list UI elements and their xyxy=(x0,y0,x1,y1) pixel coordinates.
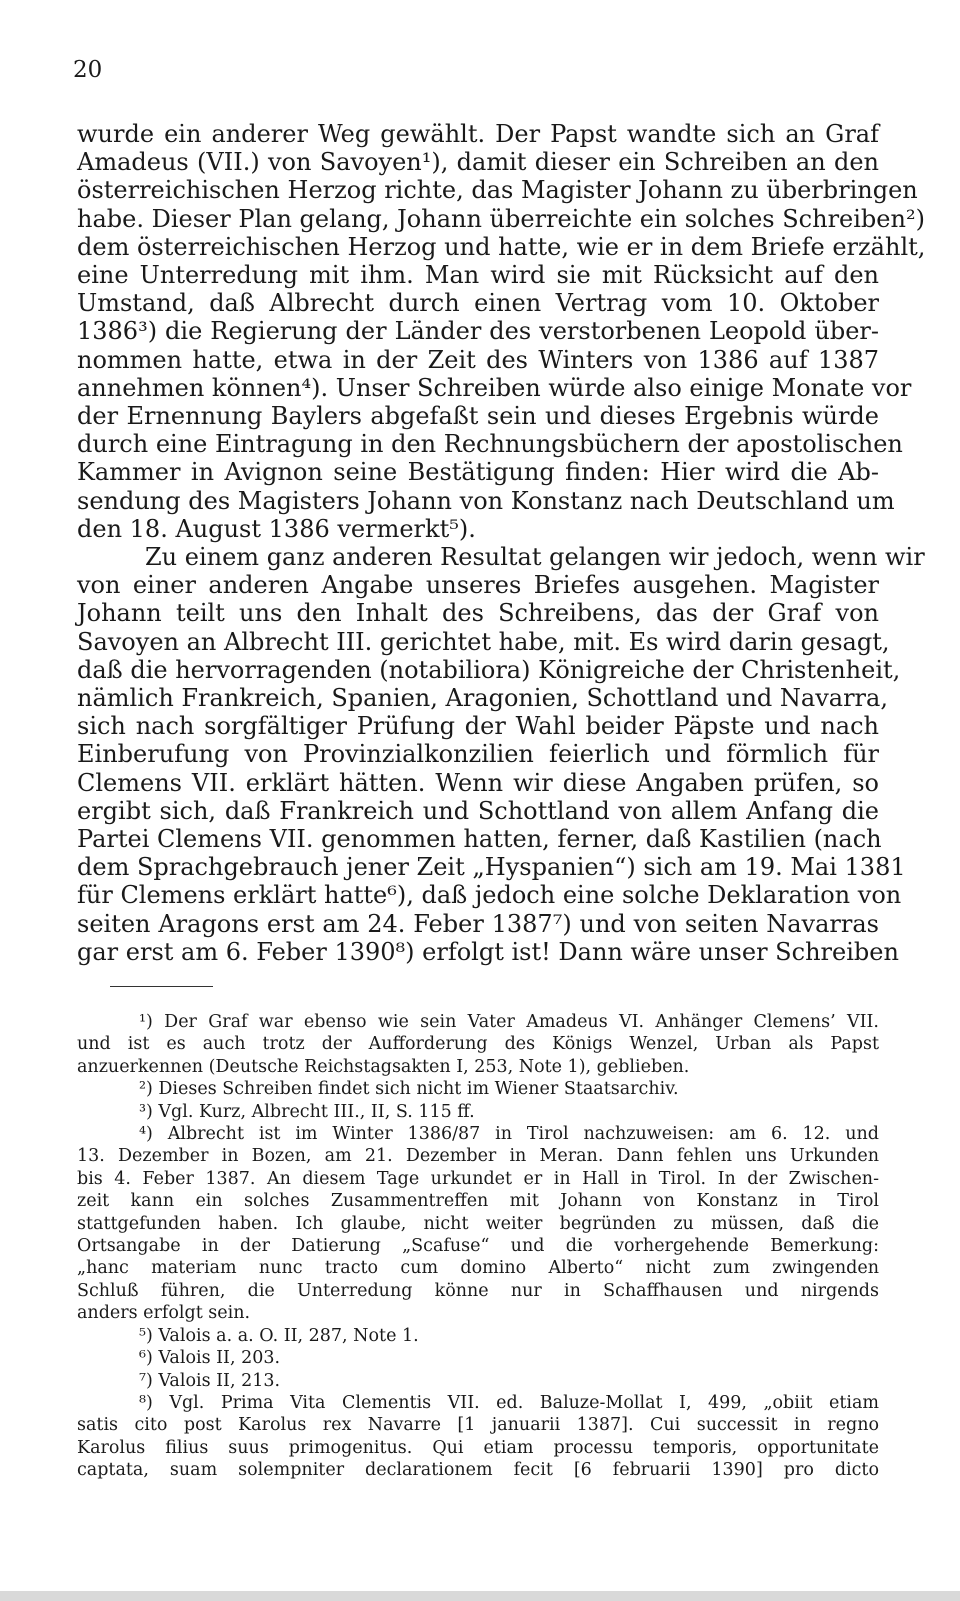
body-line: seiten Aragons erst am 24. Feber 1387⁷) und von seiten Navarras xyxy=(77,909,879,938)
footnote-line: 13. Dezember in Bozen, am 21. Dezember in Meran. Dann fehlen uns Urkunden xyxy=(77,1146,879,1167)
body-line: nämlich Frankreich, Spanien, Aragonien, Schottland und Navarra, xyxy=(77,684,888,713)
footnotes xyxy=(77,1011,879,1482)
footnote-line: Karolus filius suus primogenitus. Qui etiam processu temporis, opportunitate xyxy=(77,1437,879,1458)
body-line: von einer anderen Angabe unseres Briefes ausgehen. Magister xyxy=(77,571,879,600)
body-line: dem österreichischen Herzog und hatte, wie er in dem Briefe erzählt, xyxy=(77,232,926,261)
body-line: für Clemens erklärt hatte⁶), daß jedoch eine solche Deklaration von xyxy=(77,881,902,910)
body-line: 1386³) die Regierung der Länder des verstorbenen Leopold über- xyxy=(77,317,879,346)
body-line: durch eine Eintragung in den Rechnungsbüchern der apostolischen xyxy=(77,430,903,459)
footnote-separator xyxy=(110,986,213,987)
body-line: der Ernennung Baylers abgefaßt sein und dieses Ergebnis würde xyxy=(77,402,879,431)
body-line: daß die hervorragenden (notabiliora) Königreiche der Christenheit, xyxy=(77,655,901,684)
body-line: sendung des Magisters Johann von Konstanz nach Deutschland um xyxy=(77,486,895,515)
body-line: ergibt sich, daß Frankreich und Schottland von allem Anfang die xyxy=(77,796,879,825)
body-line: Zu einem ganz anderen Resultat gelangen wir jedoch, wenn wir xyxy=(145,543,925,572)
body-line: Partei Clemens VII. genommen hatten, ferner, daß Kastilien (nach xyxy=(77,825,882,854)
footnote-line: bis 4. Feber 1387. An diesem Tage urkundet er in Hall in Tirol. In der Zwischen- xyxy=(77,1168,879,1189)
body-line: Johann teilt uns den Inhalt des Schreibens, das der Graf von xyxy=(77,599,879,628)
footnote-line: ³) Vgl. Kurz, Albrecht III., II, S. 115 ff. xyxy=(139,1101,475,1122)
body-line: Amadeus (VII.) von Savoyen¹), damit dieser ein Schreiben an den xyxy=(77,148,879,177)
footnote-line: captata, suam solempniter declarationem fecit [6 februarii 1390] pro dicto xyxy=(77,1460,879,1481)
footnote-line: ⁶) Valois II, 203. xyxy=(139,1348,281,1369)
body-line: österreichischen Herzog richte, das Magister Johann zu überbringen xyxy=(77,176,918,205)
body-line: Kammer in Avignon seine Bestätigung finden: Hier wird die Ab- xyxy=(77,458,879,487)
footnote-line: anzuerkennen (Deutsche Reichstagsakten I, 253, Note 1), geblieben. xyxy=(77,1056,690,1077)
body-line: gar erst am 6. Feber 1390⁸) erfolgt ist! Dann wäre unser Schreiben xyxy=(77,937,899,966)
footnote-line: und ist es auch trotz der Aufforderung des Königs Wenzel, Urban als Papst xyxy=(77,1034,879,1055)
footnote-line: stattgefunden haben. Ich glaube, nicht weiter begründen zu müssen, daß die xyxy=(77,1213,879,1234)
footnote-line: Ortsangabe in der Datierung „Scafuse“ und die vorhergehende Bemerkung: xyxy=(77,1236,879,1257)
footnote-line: „hanc materiam nunc tracto cum domino Alberto“ nicht zum zwingenden xyxy=(77,1258,879,1279)
body-line: nommen hatte, etwa in der Zeit des Winters von 1386 auf 1387 xyxy=(77,345,879,374)
body-line: eine Unterredung mit ihm. Man wird sie mit Rücksicht auf den xyxy=(77,261,879,290)
footnote-line: satis cito post Karolus rex Navarre [1 januarii 1387]. Cui successit in regno xyxy=(77,1415,879,1436)
page-number: 20 xyxy=(73,57,103,83)
footnote-line: ²) Dieses Schreiben findet sich nicht im Wiener Staatsarchiv. xyxy=(139,1079,679,1100)
footnote-line: Schluß führen, die Unterredung könne nur in Schaffhausen und nirgends xyxy=(77,1280,879,1301)
footnote-line: ⁸) Vgl. Prima Vita Clementis VII. ed. Baluze-Mollat I, 499, „obiit etiam xyxy=(139,1392,879,1413)
body-paragraphs xyxy=(77,120,926,966)
body-text xyxy=(77,120,926,966)
body-line: Einberufung von Provinzialkonzilien feierlich und förmlich für xyxy=(77,740,879,769)
body-line: den 18. August 1386 vermerkt⁵). xyxy=(77,514,476,543)
footnote-line: ⁵) Valois a. a. O. II, 287, Note 1. xyxy=(139,1325,419,1346)
body-line: Umstand, daß Albrecht durch einen Vertrag vom 10. Oktober xyxy=(77,289,879,318)
body-line: dem Sprachgebrauch jener Zeit „Hyspanien“) sich am 19. Mai 1381 xyxy=(77,853,906,882)
body-line: habe. Dieser Plan gelang, Johann überreichte ein solches Schreiben²) xyxy=(77,204,925,233)
footnote-line: ¹) Der Graf war ebenso wie sein Vater Amadeus VI. Anhänger Clemens’ VII. xyxy=(139,1012,879,1032)
footnote-line: ⁷) Valois II, 213. xyxy=(139,1370,281,1391)
body-line: sich nach sorgfältiger Prüfung der Wahl beider Päpste und nach xyxy=(77,712,879,741)
footnote-line: ⁴) Albrecht ist im Winter 1386/87 in Tirol nachzuweisen: am 6. 12. und xyxy=(139,1124,879,1145)
body-line: Clemens VII. erklärt hätten. Wenn wir diese Angaben prüfen, so xyxy=(77,768,879,797)
body-line: Savoyen an Albrecht III. gerichtet habe, mit. Es wird darin gesagt, xyxy=(77,627,890,656)
scan-edge xyxy=(0,1591,960,1601)
footnote-line: zeit kann ein solches Zusammentreffen mit Johann von Konstanz in Tirol xyxy=(77,1191,879,1212)
body-line: wurde ein anderer Weg gewählt. Der Papst wandte sich an Graf xyxy=(77,120,879,148)
footnote-line: anders erfolgt sein. xyxy=(77,1303,251,1324)
body-line: annehmen können⁴). Unser Schreiben würde also einige Monate vor xyxy=(77,373,912,402)
